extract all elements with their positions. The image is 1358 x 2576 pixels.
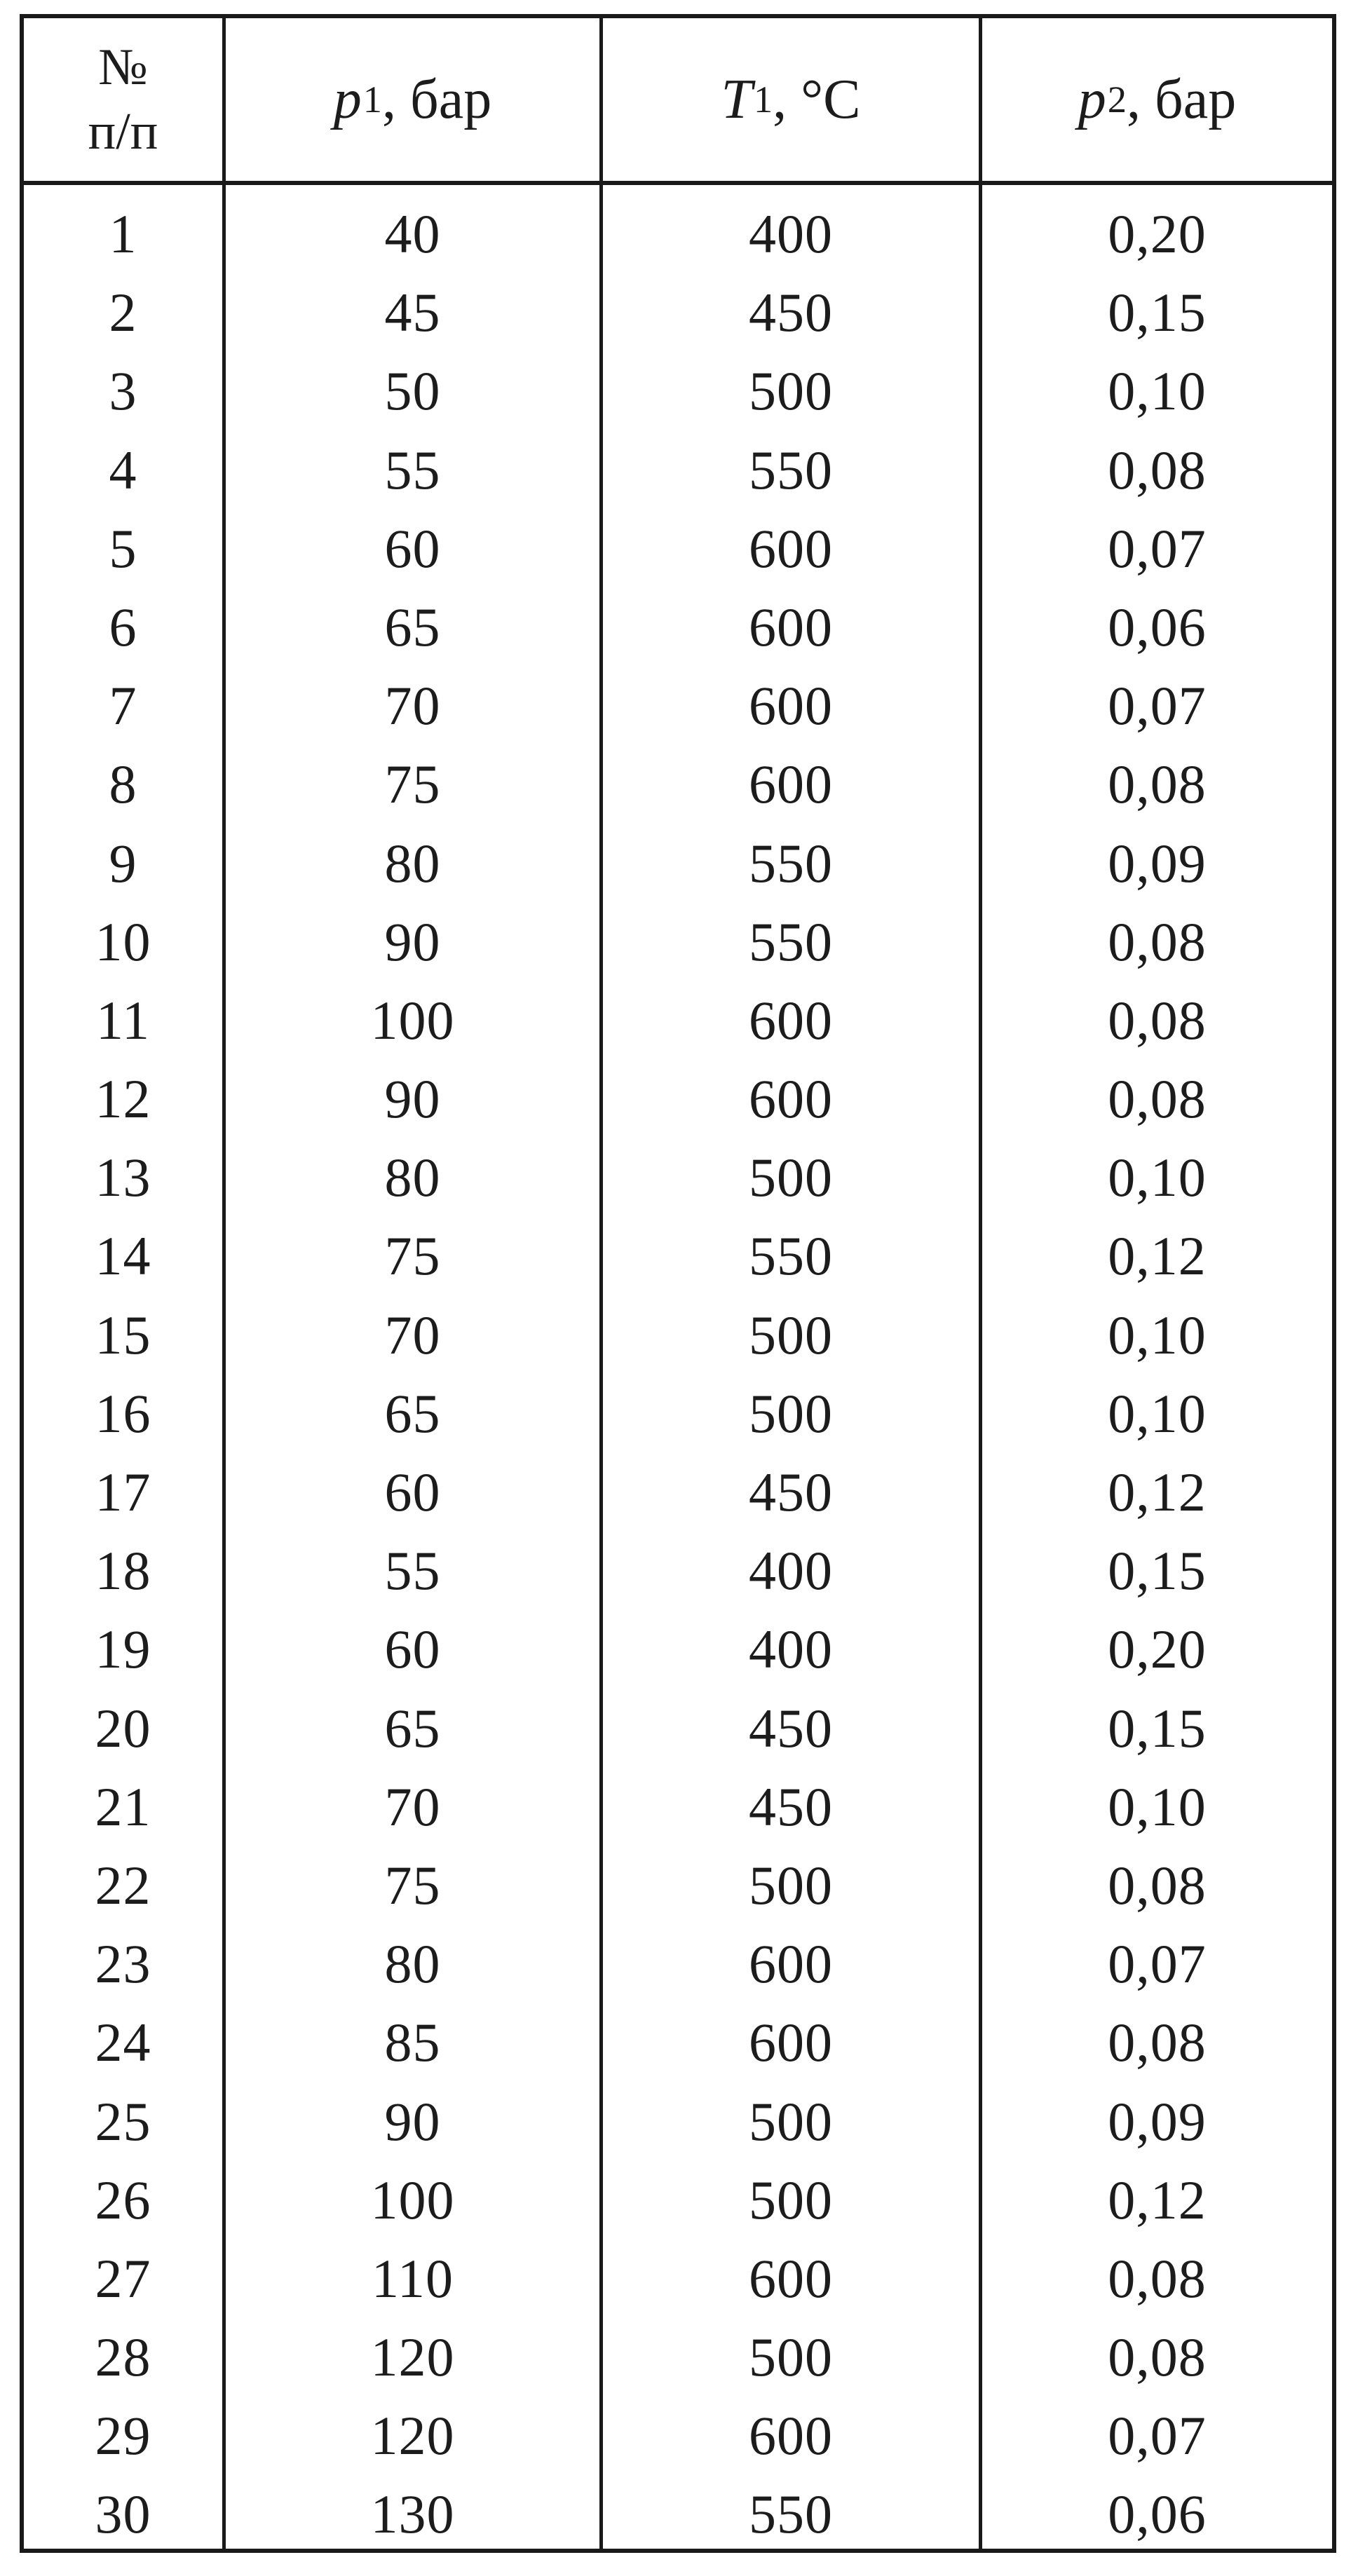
cell-number: 23 (95, 1933, 151, 1995)
table-row (24, 2083, 1332, 2161)
cell-p2: 0,07 (1108, 1933, 1207, 1995)
cell-p1: 65 (384, 596, 441, 657)
table-row (24, 1925, 1332, 2003)
cell-p2: 0,15 (1108, 1697, 1207, 1759)
cell-number: 11 (95, 989, 151, 1051)
header-t1 (603, 18, 979, 181)
cell-number: 15 (95, 1304, 151, 1365)
cell-number: 13 (95, 1147, 151, 1208)
cell-t1: 500 (749, 360, 833, 422)
cell-number: 26 (95, 2169, 151, 2230)
cell-number: 4 (109, 439, 137, 500)
cell-p1: 90 (384, 1068, 441, 1130)
table-row (24, 2003, 1332, 2082)
cell-p1: 100 (370, 989, 455, 1051)
table-row (24, 1296, 1332, 1375)
cell-p2: 0,06 (1108, 596, 1207, 657)
cell-number: 24 (95, 2012, 151, 2073)
cell-p1: 80 (384, 832, 441, 894)
cell-t1: 600 (749, 1933, 833, 1995)
table-row (24, 1217, 1332, 1295)
header-p2 (982, 18, 1332, 181)
table-row (24, 1846, 1332, 1925)
cell-t1: 550 (749, 911, 833, 972)
table-row (24, 588, 1332, 667)
cell-p1: 70 (384, 1776, 441, 1837)
cell-p1: 70 (384, 675, 441, 737)
cell-t1: 500 (749, 1304, 833, 1365)
cell-t1: 450 (749, 1697, 833, 1759)
cell-p2: 0,10 (1108, 1147, 1207, 1208)
table-row (24, 431, 1332, 510)
cell-number: 25 (95, 2090, 151, 2152)
cell-t1: 400 (749, 203, 833, 264)
header-number-sign: № (98, 39, 148, 96)
cell-t1: 450 (749, 1461, 833, 1522)
cell-p1: 80 (384, 1933, 441, 1995)
cell-p2: 0,12 (1108, 1225, 1207, 1287)
cell-t1: 500 (749, 1854, 833, 1916)
table-row (24, 824, 1332, 903)
cell-p2: 0,10 (1108, 360, 1207, 422)
cell-number: 9 (109, 832, 137, 894)
cell-p1: 120 (370, 2405, 455, 2467)
cell-number: 8 (109, 754, 137, 815)
cell-t1: 600 (749, 517, 833, 579)
cell-number: 28 (95, 2326, 151, 2388)
cell-t1: 450 (749, 1776, 833, 1837)
cell-number: 7 (109, 675, 137, 737)
cell-t1: 500 (749, 1382, 833, 1444)
cell-t1: 600 (749, 675, 833, 737)
cell-number: 20 (95, 1697, 151, 1759)
cell-p1: 40 (384, 203, 441, 264)
cell-t1: 400 (749, 1618, 833, 1680)
cell-p2: 0,09 (1108, 832, 1207, 894)
cell-p1: 60 (384, 1618, 441, 1680)
cell-number: 29 (95, 2405, 151, 2467)
cell-p1: 75 (384, 1854, 441, 1916)
cell-p2: 0,15 (1108, 1540, 1207, 1602)
cell-p2: 0,20 (1108, 203, 1207, 264)
cell-t1: 600 (749, 754, 833, 815)
cell-number: 27 (95, 2247, 151, 2309)
table-row (24, 1689, 1332, 1768)
header-p1 (226, 18, 599, 181)
cell-p1: 75 (384, 754, 441, 815)
table-body (24, 195, 1332, 2554)
cell-p2: 0,08 (1108, 1068, 1207, 1130)
cell-p2: 0,12 (1108, 2169, 1207, 2230)
table-row (24, 2161, 1332, 2240)
table-row (24, 1532, 1332, 1610)
cell-p2: 0,09 (1108, 2090, 1207, 2152)
cell-p1: 55 (384, 439, 441, 500)
table-row (24, 1138, 1332, 1217)
cell-p2: 0,08 (1108, 2247, 1207, 2309)
table-row (24, 667, 1332, 745)
cell-t1: 500 (749, 2169, 833, 2230)
cell-p2: 0,08 (1108, 911, 1207, 972)
cell-p1: 45 (384, 282, 441, 343)
cell-p2: 0,07 (1108, 675, 1207, 737)
table-row (24, 745, 1332, 824)
cell-p2: 0,07 (1108, 2405, 1207, 2467)
cell-p1: 110 (371, 2247, 454, 2309)
cell-t1: 600 (749, 2012, 833, 2073)
cell-p2: 0,20 (1108, 1618, 1207, 1680)
cell-number: 1 (109, 203, 137, 264)
t1-symbol: T (721, 68, 752, 130)
p1-subscript: 1 (362, 79, 382, 121)
table-row (24, 510, 1332, 588)
table-row (24, 2240, 1332, 2318)
cell-p1: 130 (370, 2483, 455, 2545)
cell-t1: 450 (749, 282, 833, 343)
p2-subscript: 2 (1107, 79, 1127, 121)
t1-subscript: 1 (753, 79, 773, 121)
cell-t1: 550 (749, 2483, 833, 2545)
cell-t1: 550 (749, 832, 833, 894)
cell-number: 6 (109, 596, 137, 657)
cell-number: 30 (95, 2483, 151, 2545)
p1-symbol: p (333, 68, 362, 130)
cell-t1: 550 (749, 1225, 833, 1287)
p2-symbol: p (1078, 68, 1106, 130)
cell-p1: 55 (384, 1540, 441, 1602)
header-number-abbrev: п/п (88, 103, 158, 161)
cell-number: 14 (95, 1225, 151, 1287)
cell-p1: 120 (370, 2326, 455, 2388)
cell-t1: 600 (749, 2405, 833, 2467)
cell-number: 2 (109, 282, 137, 343)
cell-p2: 0,12 (1108, 1461, 1207, 1522)
cell-p1: 85 (384, 2012, 441, 2073)
table-row (24, 903, 1332, 981)
cell-p1: 90 (384, 2090, 441, 2152)
header-row-number (24, 18, 222, 181)
table-row (24, 981, 1332, 1060)
p1-unit: , бар (381, 68, 492, 130)
cell-p2: 0,08 (1108, 2326, 1207, 2388)
cell-p1: 50 (384, 360, 441, 422)
table-row (24, 2318, 1332, 2397)
table-row (24, 2475, 1332, 2554)
cell-p1: 65 (384, 1382, 441, 1444)
cell-p1: 65 (384, 1697, 441, 1759)
cell-t1: 600 (749, 596, 833, 657)
cell-p1: 60 (384, 1461, 441, 1522)
table-row (24, 273, 1332, 352)
cell-t1: 500 (749, 2326, 833, 2388)
p2-unit: , бар (1126, 68, 1237, 130)
t1-unit: , °C (773, 68, 861, 130)
table-row (24, 1610, 1332, 1689)
cell-p2: 0,10 (1108, 1304, 1207, 1365)
variants-table (20, 14, 1336, 2553)
cell-p2: 0,08 (1108, 2012, 1207, 2073)
cell-p1: 60 (384, 517, 441, 579)
cell-number: 12 (95, 1068, 151, 1130)
cell-p1: 75 (384, 1225, 441, 1287)
table-row (24, 2397, 1332, 2475)
cell-number: 17 (95, 1461, 151, 1522)
cell-p2: 0,08 (1108, 754, 1207, 815)
cell-p2: 0,15 (1108, 282, 1207, 343)
cell-t1: 600 (749, 1068, 833, 1130)
cell-p2: 0,06 (1108, 2483, 1207, 2545)
cell-number: 19 (95, 1618, 151, 1680)
table-row (24, 195, 1332, 273)
header-separator (24, 181, 1332, 185)
table-row (24, 1453, 1332, 1532)
cell-p1: 90 (384, 911, 441, 972)
table-row (24, 1768, 1332, 1846)
cell-t1: 550 (749, 439, 833, 500)
table-row (24, 352, 1332, 430)
cell-p2: 0,10 (1108, 1382, 1207, 1444)
cell-t1: 500 (749, 2090, 833, 2152)
cell-number: 22 (95, 1854, 151, 1916)
cell-number: 10 (95, 911, 151, 972)
cell-p2: 0,08 (1108, 439, 1207, 500)
cell-p1: 80 (384, 1147, 441, 1208)
cell-t1: 400 (749, 1540, 833, 1602)
cell-p1: 70 (384, 1304, 441, 1365)
cell-p2: 0,08 (1108, 1854, 1207, 1916)
cell-p2: 0,08 (1108, 989, 1207, 1051)
cell-number: 16 (95, 1382, 151, 1444)
cell-p2: 0,07 (1108, 517, 1207, 579)
cell-number: 5 (109, 517, 137, 579)
cell-t1: 600 (749, 2247, 833, 2309)
cell-t1: 600 (749, 989, 833, 1051)
table-row (24, 1060, 1332, 1138)
cell-number: 3 (109, 360, 137, 422)
cell-number: 18 (95, 1540, 151, 1602)
table-row (24, 1375, 1332, 1453)
cell-p1: 100 (370, 2169, 455, 2230)
cell-number: 21 (95, 1776, 151, 1837)
cell-t1: 500 (749, 1147, 833, 1208)
cell-p2: 0,10 (1108, 1776, 1207, 1837)
